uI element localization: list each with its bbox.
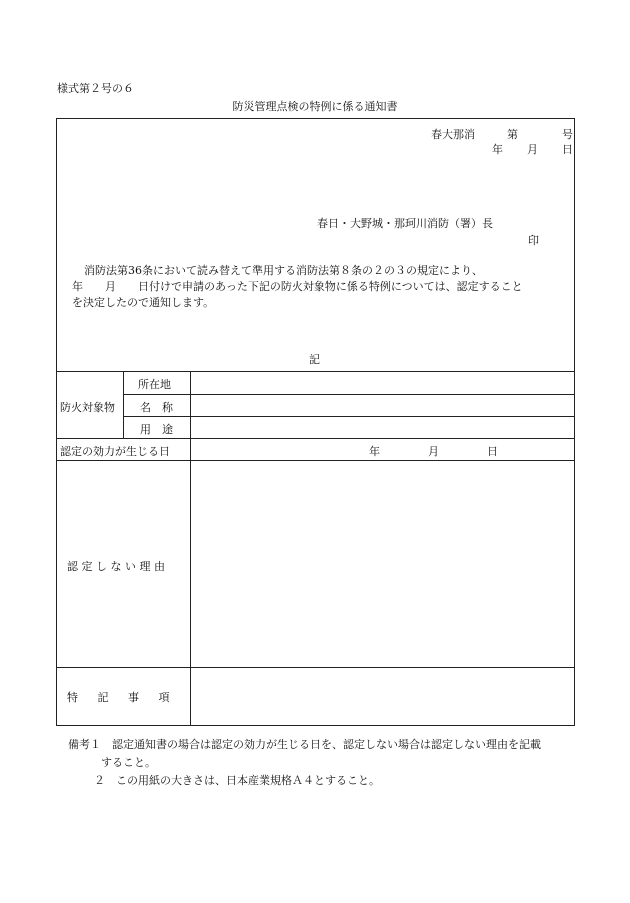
ki-label: 記 — [309, 353, 320, 366]
rule-effective — [57, 460, 574, 461]
rule-use — [57, 438, 574, 439]
note-1-continued: すること。 — [101, 756, 156, 769]
remarks-label: 特 記 事 項 — [67, 691, 170, 704]
rule-value-column — [190, 371, 191, 725]
effective-year: 年 — [369, 445, 380, 458]
form-frame — [56, 118, 575, 726]
name-label: 名 称 — [140, 401, 173, 414]
header-day: 日 — [562, 143, 573, 156]
rule-table-top — [57, 371, 574, 372]
header-year: 年 — [492, 143, 503, 156]
rule-sub-column — [123, 371, 124, 438]
form-number: 様式第２号の６ — [57, 82, 134, 95]
reference-office: 春大那消 — [431, 128, 475, 141]
effective-date-label: 認定の効力が生じる日 — [60, 445, 170, 458]
body-line-3: を決定したので通知します。 — [72, 296, 215, 309]
rule-reason — [57, 667, 574, 668]
target-label: 防火対象物 — [60, 401, 115, 414]
location-label: 所在地 — [138, 378, 171, 391]
body-line-1: 消防法第36条において読み替えて準用する消防法第８条の２の３の規定により、 — [84, 264, 483, 277]
seal-mark: 印 — [528, 234, 539, 247]
note-1: 備考１ 認定通知書の場合は認定の効力が生じる日を、認定しない場合は認定しない理由を記載 — [68, 738, 541, 751]
reference-go: 号 — [562, 128, 573, 141]
body-line-2: 年 月 日付けで申請のあった下記の防火対象物に係る特例については、認定すること — [72, 280, 523, 293]
reference-dai: 第 — [507, 128, 518, 141]
note-2: ２ この用紙の大きさは、日本産業規格Ａ４とすること。 — [94, 774, 380, 787]
effective-month: 月 — [428, 445, 439, 458]
document-title: 防災管理点検の特例に係る通知書 — [232, 100, 398, 113]
header-month: 月 — [527, 143, 538, 156]
effective-day: 日 — [487, 445, 498, 458]
issuer-name: 春日・大野城・那珂川消防（署）長 — [317, 217, 493, 230]
use-label: 用 途 — [140, 423, 173, 436]
reason-label: 認 定 し な い 理 由 — [67, 560, 165, 573]
